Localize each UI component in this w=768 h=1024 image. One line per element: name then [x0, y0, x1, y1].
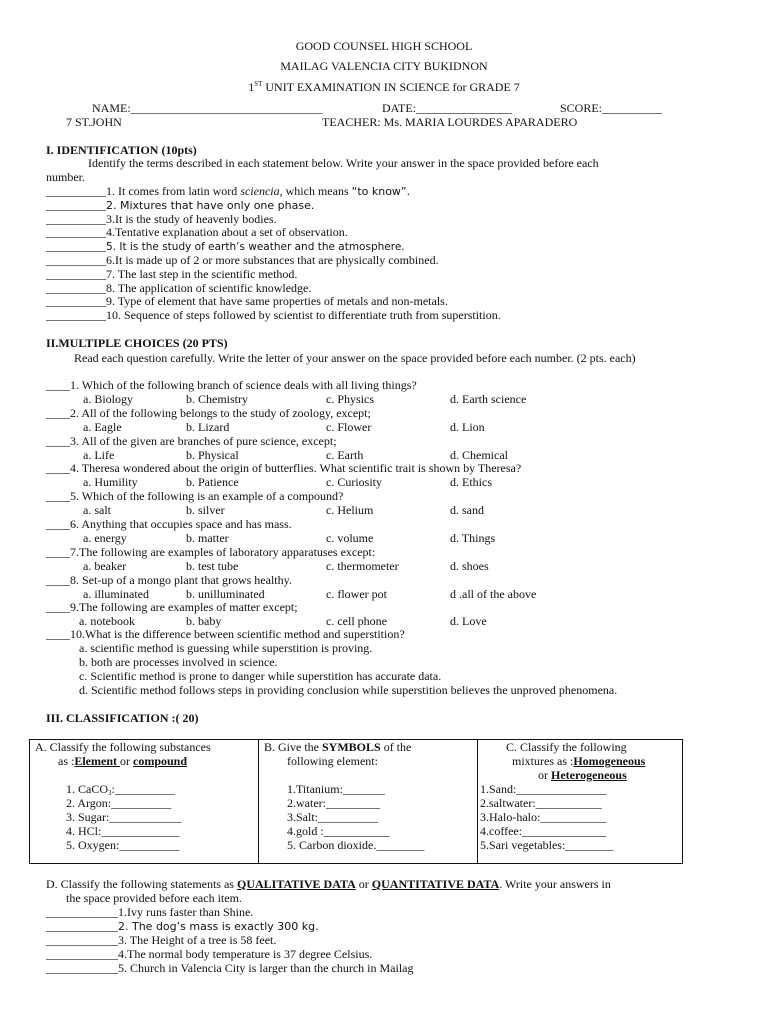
mc-option-b: b. Patience — [186, 475, 239, 489]
column-c-item-4[interactable]: 4.coffee:______________ — [480, 824, 607, 838]
latin-word: sciencia — [240, 184, 280, 198]
mc-option-b: b. Lizard — [186, 420, 230, 434]
identification-item-2[interactable] — [46, 198, 314, 213]
mc-option-c: c. Flower — [326, 420, 372, 434]
column-b-item-4[interactable]: 4.gold :___________ — [287, 824, 390, 838]
item-text: 1. CaCO — [66, 782, 108, 796]
mc-option-b: b. test tube — [186, 559, 239, 573]
mc-option-d: d .all of the above — [450, 587, 537, 601]
mc-question-3[interactable]: ____3. All of the given are branches of pure science, except; — [46, 434, 337, 448]
mc-option-b: b. Chemistry — [186, 392, 248, 406]
column-b-item-3[interactable]: 3.Salt:__________ — [287, 810, 379, 824]
heading-text: or — [120, 754, 133, 768]
mc-option-d: d. Scientific method follows steps in providing conclusion while superstition believes the unproved phenomena. — [79, 683, 618, 697]
mc-option-a: a. Eagle — [83, 420, 122, 434]
mc-option-c: c. Helium — [326, 503, 374, 517]
date-field[interactable]: DATE:________________ — [382, 101, 512, 115]
column-a-item-1[interactable] — [66, 782, 175, 796]
homogeneous-label: Homogeneous — [573, 754, 646, 768]
item-text: :__________ — [111, 782, 175, 796]
column-a-item-2[interactable]: 2. Argon:__________ — [66, 796, 172, 810]
element-label: Element — [74, 754, 120, 768]
instruction-text: or — [355, 877, 372, 891]
column-c-item-2[interactable]: 2.saltwater:___________ — [480, 796, 602, 810]
heading-text: B. Give the — [264, 740, 322, 754]
mc-option-c: c. thermometer — [326, 559, 399, 573]
mc-option-d: d. Things — [450, 531, 496, 545]
mc-option-a: a. beaker — [83, 559, 127, 573]
column-a-item-4[interactable]: 4. HCl:_____________ — [66, 824, 180, 838]
column-b-subheading: following element: — [287, 754, 378, 768]
mc-option-c: c. flower pot — [326, 587, 387, 601]
column-c-item-1[interactable]: 1.Sand:_______________ — [480, 782, 607, 796]
answer-blank: __________ — [46, 239, 106, 253]
item-text: __________1. It comes from latin word — [46, 184, 241, 198]
identification-item-9[interactable]: __________9. Type of element that have same properties of metals and non-metals. — [46, 294, 448, 308]
mc-option-d: d. shoes — [450, 559, 489, 573]
heading-text: mixtures as : — [512, 754, 574, 768]
mc-option-d: d. Ethics — [450, 475, 492, 489]
item-text: 2. The dog’s mass is exactly 300 kg. — [118, 920, 319, 933]
mc-option-d: d. Chemical — [450, 448, 508, 462]
mc-option-a: a. salt — [83, 503, 111, 517]
mc-option-c: c. Scientific method is prone to danger while superstition has accurate data. — [79, 669, 442, 683]
identification-item-6[interactable]: __________6.It is made up of 2 or more substances that are physically combined. — [46, 253, 439, 267]
part-d-item-2[interactable] — [46, 919, 319, 934]
column-c — [478, 740, 683, 864]
column-c-subheading — [512, 754, 645, 768]
heading-text: or — [538, 768, 551, 782]
part-d-item-5[interactable]: ____________5. Church in Valencia City is larger than the church in Mailag — [46, 961, 414, 975]
part1-title: I. IDENTIFICATION (10pts) — [46, 143, 197, 157]
identification-item-1[interactable] — [46, 184, 410, 199]
mc-option-d: d. Earth science — [450, 392, 527, 406]
symbols-label: SYMBOLS — [322, 740, 381, 754]
identification-item-4[interactable]: __________4.Tentative explanation about a set of observation. — [46, 225, 348, 239]
mc-question-8[interactable]: ____8. Set-up of a mongo plant that grows healthy. — [46, 573, 292, 587]
score-field[interactable]: SCORE:__________ — [560, 101, 663, 115]
mc-option-d: d. Love — [450, 614, 487, 628]
column-a — [30, 740, 259, 864]
answer-blank: __________ — [46, 198, 106, 212]
part2-instruction: Read each question carefully. Write the letter of your answer on the space provided before each number. (2 pts. each) — [74, 351, 636, 365]
mc-option-a: a. scientific method is guessing while superstition is proving. — [79, 641, 373, 655]
mc-option-b: b. silver — [186, 503, 225, 517]
column-b — [259, 740, 478, 864]
mc-question-9[interactable]: ____9.The following are examples of matter except; — [46, 600, 298, 614]
school-name: GOOD COUNSEL HIGH SCHOOL — [295, 39, 473, 53]
school-address: MAILAG VALENCIA CITY BUKIDNON — [280, 59, 488, 73]
column-c-subheading-2 — [538, 768, 627, 782]
column-a-item-3[interactable]: 3. Sugar:____________ — [66, 810, 182, 824]
mc-question-7[interactable]: ____7.The following are examples of laboratory apparatuses except: — [46, 545, 376, 559]
mc-option-b: b. matter — [186, 531, 229, 545]
mc-option-a: a. notebook — [79, 614, 135, 628]
quantitative-label: QUANTITATIVE DATA — [371, 877, 500, 891]
identification-item-5[interactable] — [46, 239, 405, 254]
part-d-instruction-cont: the space provided before each item. — [66, 891, 242, 905]
column-c-item-3[interactable]: 3.Halo-halo:___________ — [480, 810, 607, 824]
mc-option-c: c. cell phone — [326, 614, 387, 628]
mc-option-c: c. Physics — [326, 392, 374, 406]
heterogeneous-label: Heterogeneous — [551, 768, 627, 782]
heading-text: of the — [380, 740, 412, 754]
part1-instruction: Identify the terms described in each statement below. Write your answer in the space provided before each — [88, 156, 599, 170]
mc-option-a: a. energy — [83, 531, 127, 545]
column-a-subheading — [58, 754, 187, 768]
mc-option-d: d. sand — [450, 503, 484, 517]
mc-question-1[interactable]: ____1. Which of the following branch of science deals with all living things? — [46, 378, 417, 392]
mc-option-b: b. unilluminated — [186, 587, 265, 601]
mc-option-a: a. illuminated — [83, 587, 149, 601]
mc-option-c: c. Earth — [326, 448, 364, 462]
column-a-heading: A. Classify the following substances — [35, 740, 211, 754]
mc-option-c: c. Curiosity — [326, 475, 382, 489]
column-c-item-5[interactable]: 5.Sari vegetables:________ — [480, 838, 614, 852]
item-text: “to know”. — [351, 185, 411, 198]
mc-question-2[interactable]: ____2. All of the following belongs to the study of zoology, except; — [46, 406, 371, 420]
part3-title: III. CLASSIFICATION :( 20) — [46, 711, 199, 725]
column-a-item-5[interactable]: 5. Oxygen:__________ — [66, 838, 180, 852]
instruction-text: D. Classify the following statements as — [46, 877, 237, 891]
identification-item-10[interactable]: __________10. Sequence of steps followed by scientist to differentiate truth from superstition. — [46, 308, 501, 322]
identification-item-7[interactable]: __________7. The last step in the scientific method. — [46, 267, 298, 281]
mc-option-b: b. Physical — [186, 448, 239, 462]
exam-title-rest: UNIT EXAMINATION IN SCIENCE for GRADE 7 — [262, 80, 520, 94]
teacher-label: TEACHER: Ms. MARIA LOURDES APARADERO — [322, 115, 578, 129]
column-c-heading: C. Classify the following — [506, 740, 627, 754]
exam-ordinal-suffix: ST — [254, 80, 263, 88]
column-b-item-2[interactable]: 2.water:_________ — [287, 796, 380, 810]
item-text: 2. Mixtures that have only one phase. — [106, 199, 315, 212]
exam-title — [0, 80, 768, 94]
name-field[interactable]: NAME:________________________________ — [92, 101, 323, 115]
column-b-item-5[interactable]: 5. Carbon dioxide.________ — [287, 838, 425, 852]
part-d-item-1[interactable]: ____________1.Ivy runs faster than Shine. — [46, 905, 254, 919]
heading-text: as : — [58, 754, 75, 768]
answer-blank: ____________ — [46, 919, 118, 933]
mc-option-a: a. Life — [83, 448, 115, 462]
item-text: , which means — [279, 184, 352, 198]
part-d-instruction — [46, 877, 611, 891]
column-b-heading — [264, 740, 411, 754]
mc-question-10[interactable]: ____10.What is the difference between scientific method and superstition? — [46, 627, 405, 641]
subscript: 3 — [108, 789, 112, 797]
mc-option-b: b. baby — [186, 614, 222, 628]
part2-title: II.MULTIPLE CHOICES (20 PTS) — [46, 336, 228, 350]
part-d-item-3[interactable]: ____________3. The Height of a tree is 58 feet. — [46, 933, 277, 947]
classification-table — [29, 739, 683, 864]
mc-question-6[interactable]: ____6. Anything that occupies space and has mass. — [46, 517, 292, 531]
mc-option-a: a. Biology — [83, 392, 133, 406]
instruction-text: . Write your answers in — [499, 877, 611, 891]
qualitative-label: QUALITATIVE DATA — [236, 877, 356, 891]
mc-option-d: d. Lion — [450, 420, 485, 434]
item-text: 5. It is the study of earth’s weather and the atmosphere. — [106, 241, 405, 253]
part1-instruction-cont: number. — [46, 170, 85, 184]
mc-question-4[interactable]: ____4. Theresa wondered about the origin of butterflies. What scientific trait is shown by Theresa? — [46, 461, 522, 475]
mc-option-b: b. both are processes involved in science. — [79, 655, 278, 669]
column-b-item-1[interactable]: 1.Titanium:_______ — [287, 782, 385, 796]
mc-question-5[interactable]: ____5. Which of the following is an example of a compound? — [46, 489, 344, 503]
part-d-item-4[interactable]: ____________4.The normal body temperature is 37 degree Celsius. — [46, 947, 373, 961]
mc-option-c: c. volume — [326, 531, 374, 545]
section-label: 7 ST.JOHN — [66, 115, 122, 129]
exam-ordinal: 1 — [248, 80, 255, 94]
identification-item-3[interactable]: __________3.It is the study of heavenly bodies. — [46, 212, 277, 226]
mc-option-a: a. Humility — [83, 475, 138, 489]
compound-label: compound — [133, 754, 188, 768]
identification-item-8[interactable]: __________8. The application of scientific knowledge. — [46, 281, 312, 295]
